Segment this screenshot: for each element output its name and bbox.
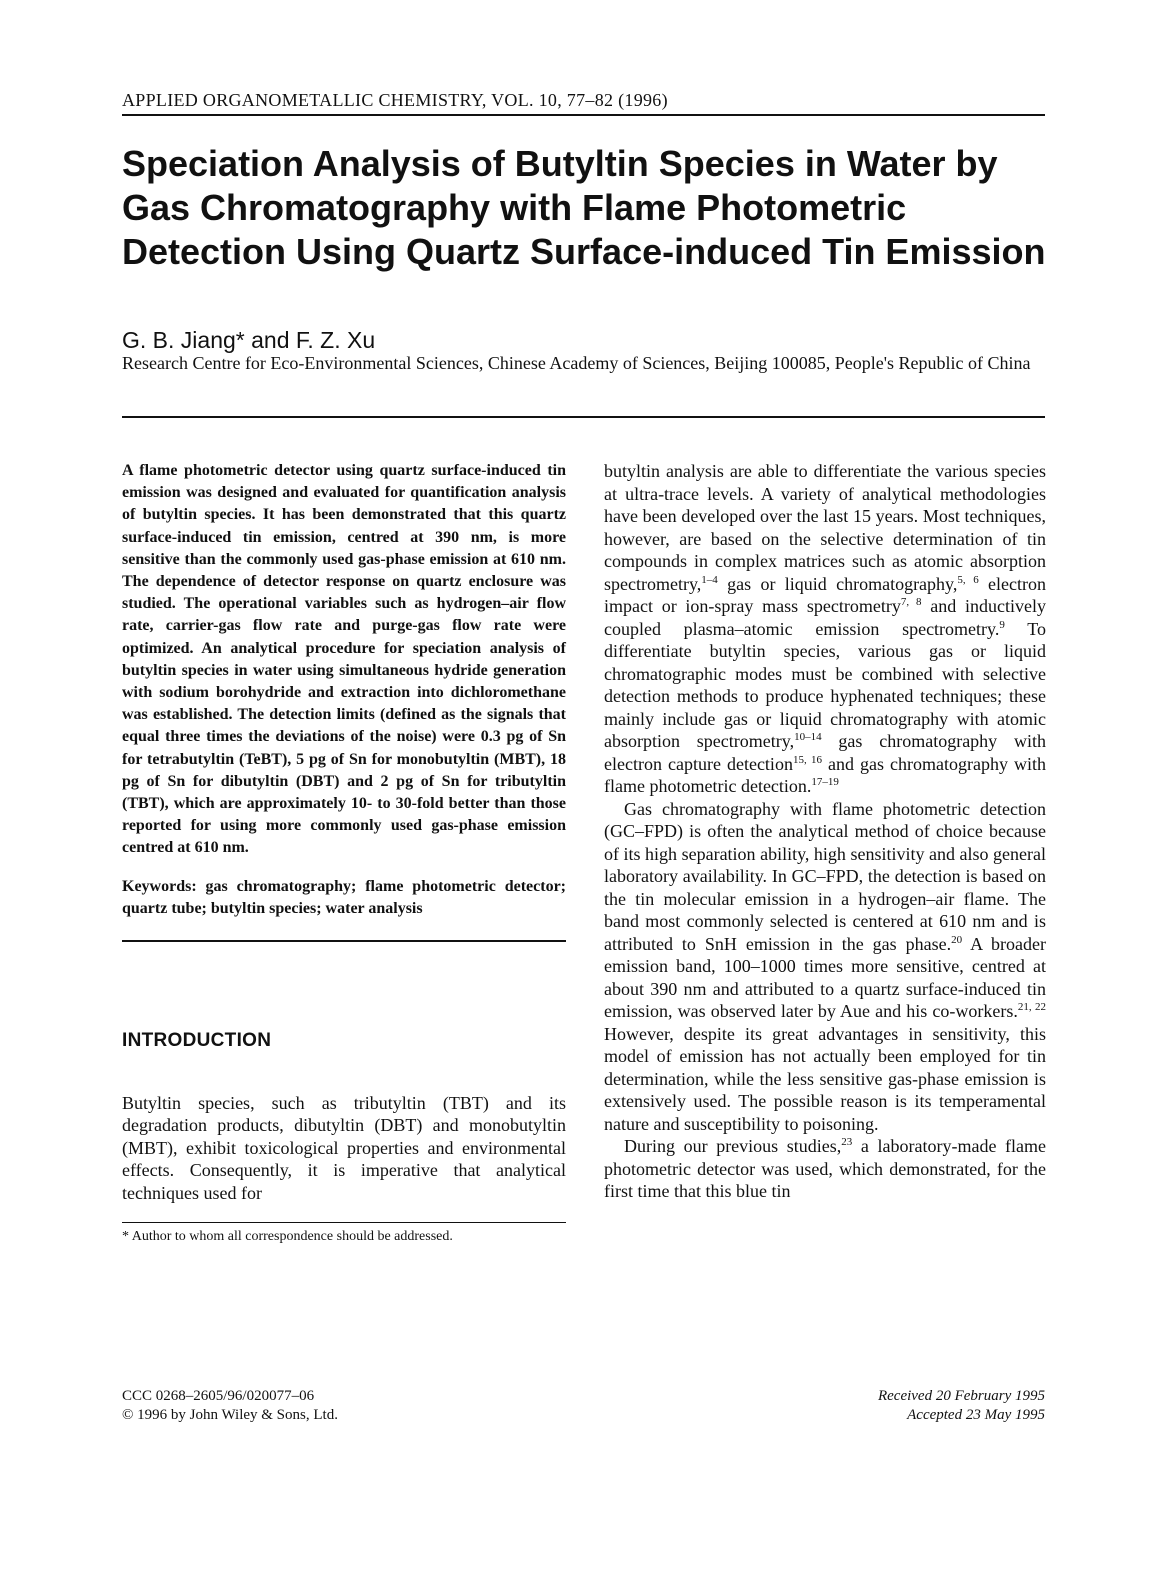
title-block-rule (122, 416, 1045, 418)
ccc-code: CCC 0268–2605/96/020077–06 (122, 1388, 315, 1404)
citation: 7, 8 (900, 596, 922, 608)
introduction-paragraph: Butyltin species, such as tributyltin (TBT) and its degradation products, dibutyltin (DBT) and monobutyltin (MBT), exhibit toxicological properties and environmental effects. Consequently, it is imperative that analytical techniques used for (122, 1092, 566, 1203)
left-column (122, 460, 566, 1245)
authors: G. B. Jiang* and F. Z. Xu (122, 327, 376, 353)
right-column (604, 460, 1046, 1203)
section-heading-introduction: INTRODUCTION (122, 1029, 272, 1051)
accepted-date: Accepted 23 May 1995 (907, 1407, 1045, 1423)
received-date: Received 20 February 1995 (877, 1388, 1045, 1404)
citation: 9 (999, 618, 1005, 631)
citation: 15, 16 (792, 753, 822, 766)
abstract: A flame photometric detector using quartz surface-induced tin emission was designed and evaluated for quantification analysis of butyltin species. It has been demonstrated that this quartz surface-induced tin emission, centred at 390 nm, is more sensitive than the commonly used gas-phase emission at 610 nm. The dependence of detector response on quartz enclosure was studied. The operational variables such as hydrogen–air flow rate, carrier-gas flow rate and purge-gas flow rate were optimized. An analytical procedure for speciation analysis of butyltin species in water using simultaneous hydride generation with sodium borohydride and extraction into dichloromethane was established. The detection limits (defined as the signals that equal three times the deviations of the noise) were 0.3 pg of Sn for tetrabutyltin (TeBT), 5 pg of Sn for monobutyltin (MBT), 18 pg of Sn for dibutyltin (DBT) and 2 pg of Sn for tributyltin (TBT), which are approximately 10- to 30-fold better than those reported for using more commonly used gas-phase emission centred at 610 nm. (122, 462, 566, 857)
publication-info (122, 1387, 338, 1425)
citation: 23 (841, 1136, 853, 1148)
affiliation: Research Centre for Eco-Environmental Sciences, Chinese Academy of Sciences, Beijing 100085, People's Republic of China (122, 353, 1031, 373)
abstract-rule (122, 940, 566, 942)
received-dates (878, 1387, 1045, 1425)
body-paragraph-1: butyltin analysis are able to differentiate the various species at ultra-trace levels. A variety of analytical methodologies have been developed over the last 15 years. Most techniques, however, are based on the selective determination of tin compounds in complex matrices such as atomic absorption spectrometry,$^{1-4}$ gas or liquid chromatography,$^{5, 6}$ electron impact or ion-spray mass spectrometry$^{7, 8}$ and inductively coupled plasma–atomic emission spectrometry.$^9$ To differentiate butyltin species, various gas or liquid chromatographic modes must be combined with selective detection methods to produce hyphenated techniques; these mainly include gas or liquid chromatography with atomic absorption spectrometry,$^{10-14}$ gas chromatography with electron capture detection$^{15, 16}$ and gas chromatography with flame photometric detection.$^{17-19}$ (604, 461, 1047, 796)
citation: 20 (951, 933, 963, 946)
citation: 17–19 (811, 776, 839, 788)
footnote-rule (122, 1222, 566, 1223)
citation: 21, 22 (1017, 1001, 1046, 1013)
body-paragraph-3: During our previous studies,$^{23}$ a laboratory-made flame photometric detector was used, which demonstrated, for the first time that this blue tin (604, 1136, 1047, 1201)
header-rule (122, 114, 1045, 116)
journal-header: APPLIED ORGANOMETALLIC CHEMISTRY, VOL. 10, 77–82 (1996) (122, 90, 668, 110)
article-title: Speciation Analysis of Butyltin Species in Water by Gas Chromatography with Flame Photometric Detection Using Quartz Surface-induced Tin Emission (122, 143, 1046, 272)
citation: 1–4 (701, 573, 718, 586)
citation: 5, 6 (957, 573, 979, 586)
copyright: © 1996 by John Wiley & Sons, Ltd. (122, 1407, 338, 1423)
keywords: Keywords: gas chromatography; flame photometric detector; quartz tube; butyltin species; water analysis (122, 877, 566, 917)
citation: 10–14 (794, 731, 822, 743)
body-paragraph-2: Gas chromatography with flame photometric detection (GC–FPD) is often the analytical method of choice because of its high separation ability, high sensitivity and also general laboratory availability. In GC–FPD, the detection is based on the tin molecular emission in a hydrogen–air flame. The band most commonly selected is centered at 610 nm and is attributed to SnH emission in the gas phase.$^{20}$ A broader emission band, 100–1000 times more sensitive, centred at about 390 nm and attributed to a quartz surface-induced tin emission, was observed later by Aue and his co-workers.$^{21, 22}$ However, despite its great advantages in sensitivity, this model of emission has not actually been employed for tin determination, while the less sensitive gas-phase emission is extensively used. The possible reason is its temperamental nature and susceptibility to poisoning. (604, 798, 1046, 1134)
footnote: * Author to whom all correspondence should be addressed. (122, 1229, 453, 1245)
